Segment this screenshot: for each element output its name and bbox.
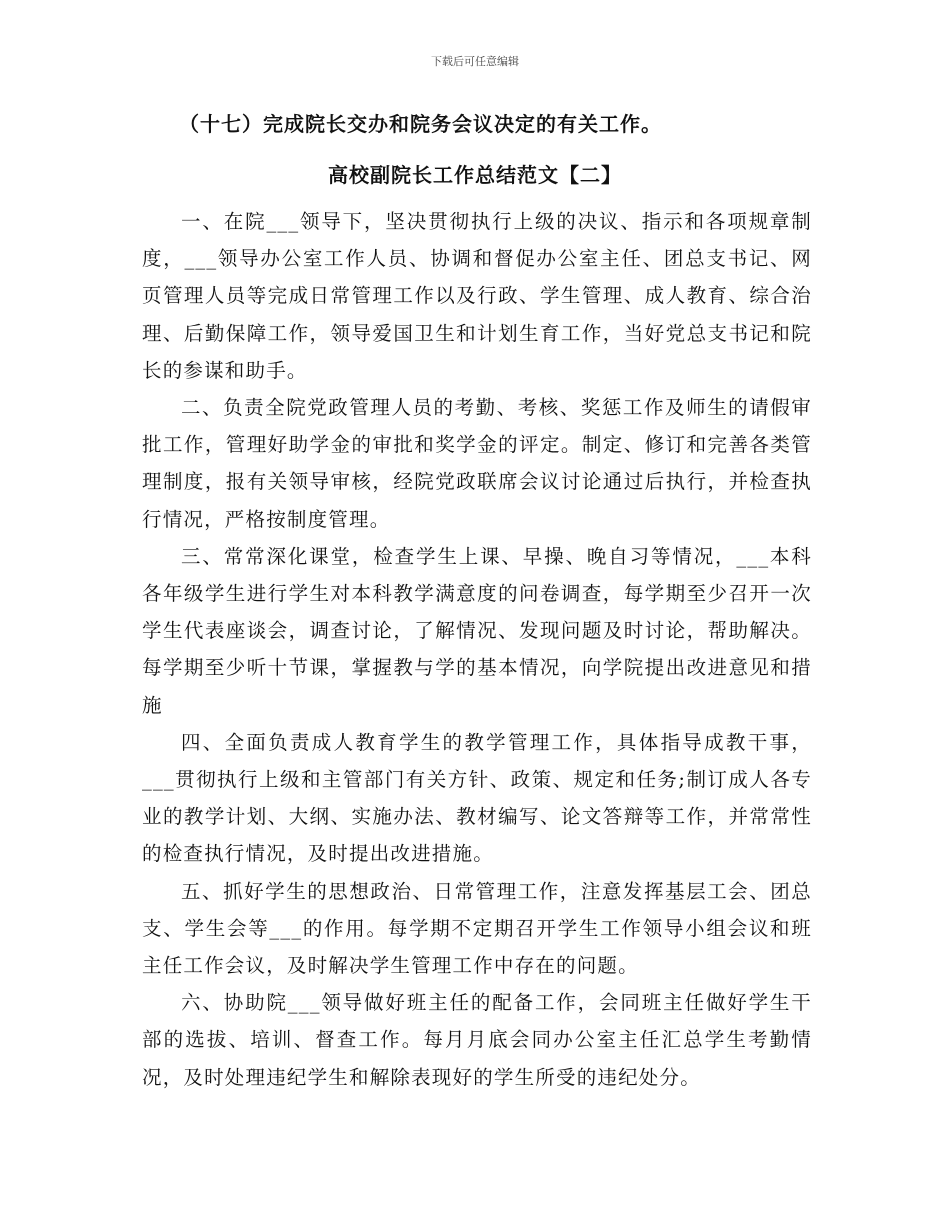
document-body <box>142 203 812 1096</box>
paragraph-1: 一、在院___领导下，坚决贯彻执行上级的决议、指示和各项规章制度，___领导办公室工作人员、协调和督促办公室主任、团总支书记、网页管理人员等完成日常管理工作以及行政、学生管理、成人教育、综合治理、后勤保障工作，领导爱国卫生和计划生育工作，当好党总支书记和院长的参谋和助手。 <box>142 210 812 382</box>
paragraph-4: 四、全面负责成人教育学生的教学管理工作，具体指导成教干事，___贯彻执行上级和主管部门有关方针、政策、规定和任务;制订成人各专业的教学计划、大纲、实施办法、教材编写、论文答辩等工作，并常常性的检查执行情况，及时提出改进措施。 <box>142 730 812 866</box>
paragraph-2: 二、负责全院党政管理人员的考勤、考核、奖惩工作及师生的请假审批工作，管理好助学金的审批和奖学金的评定。制定、修订和完善各类管理制度，报有关领导审核，经院党政联席会议讨论通过后执行，并检查执行情况，严格按制度管理。 <box>142 396 812 531</box>
paragraph-3: 三、常常深化课堂，检查学生上课、早操、晚自习等情况，___本科各年级学生进行学生对本科教学满意度的问卷调查，每学期至少召开一次学生代表座谈会，调查讨论，了解情况、发现问题及时讨论，帮助解决。每学期至少听十节课，掌握教与学的基本情况，向学院提出改进意见和措施 <box>142 544 812 717</box>
paragraph-6: 六、协助院___领导做好班主任的配备工作，会同班主任做好学生干部的选拔、培训、督查工作。每月月底会同办公室主任汇总学生考勤情况，及时处理违纪学生和解除表现好的学生所受的违纪处分。 <box>142 991 812 1089</box>
section-heading: （十七）完成院长交办和院务会议决定的有关工作。 <box>179 112 662 136</box>
document-title: 高校副院长工作总结范文【二】 <box>328 163 622 187</box>
page-header: 下载后可任意编辑 <box>431 55 519 68</box>
paragraph-5: 五、抓好学生的思想政治、日常管理工作，注意发挥基层工会、团总支、学生会等___的作用。每学期不定期召开学生工作领导小组会议和班主任工作会议，及时解决学生管理工作中存在的问题。 <box>142 879 812 978</box>
